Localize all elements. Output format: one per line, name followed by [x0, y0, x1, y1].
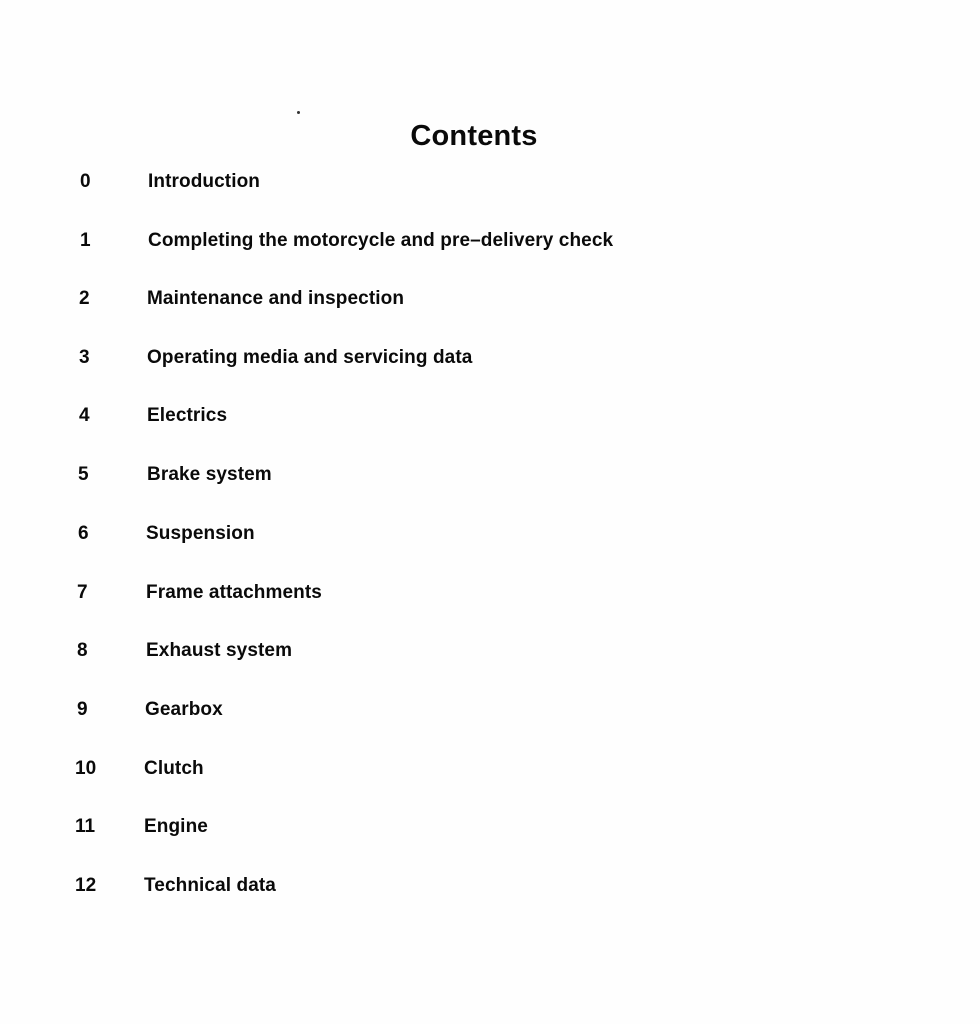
- toc-entry-number: 2: [79, 288, 90, 309]
- toc-entry-number: 9: [77, 699, 88, 720]
- page-title: Contents: [410, 120, 538, 152]
- toc-entry-label: Brake system: [147, 464, 272, 485]
- toc-entry-number: 6: [78, 523, 89, 544]
- toc-entry-label: Clutch: [144, 758, 204, 779]
- toc-entry-label: Maintenance and inspection: [147, 288, 405, 309]
- toc-entry-label: Technical data: [144, 875, 276, 896]
- toc-entry-number: 0: [80, 171, 91, 192]
- toc-entry-number: 8: [77, 640, 88, 661]
- toc-entry-label: Frame attachments: [146, 582, 322, 603]
- toc-entry-label: Engine: [144, 816, 208, 837]
- toc-entry-label: Completing the motorcycle and pre–delivery check: [148, 230, 614, 251]
- toc-entry-number: 10: [75, 758, 97, 779]
- toc-entry-label: Suspension: [146, 523, 255, 544]
- toc-entry-label: Introduction: [148, 171, 261, 192]
- toc-entry-number: 1: [80, 230, 91, 251]
- toc-entry-number: 7: [77, 582, 88, 603]
- toc-entry-number: 5: [78, 464, 89, 485]
- toc-entry-label: Exhaust system: [146, 640, 293, 661]
- toc-entry-number: 12: [75, 875, 97, 896]
- toc-entry-label: Operating media and servicing data: [147, 347, 473, 368]
- toc-entry-number: 3: [79, 347, 90, 368]
- toc-entry-label: Gearbox: [145, 699, 223, 720]
- toc-entry-number: 11: [75, 816, 96, 837]
- toc-entry-number: 4: [79, 405, 90, 426]
- toc-entry-label: Electrics: [147, 405, 228, 426]
